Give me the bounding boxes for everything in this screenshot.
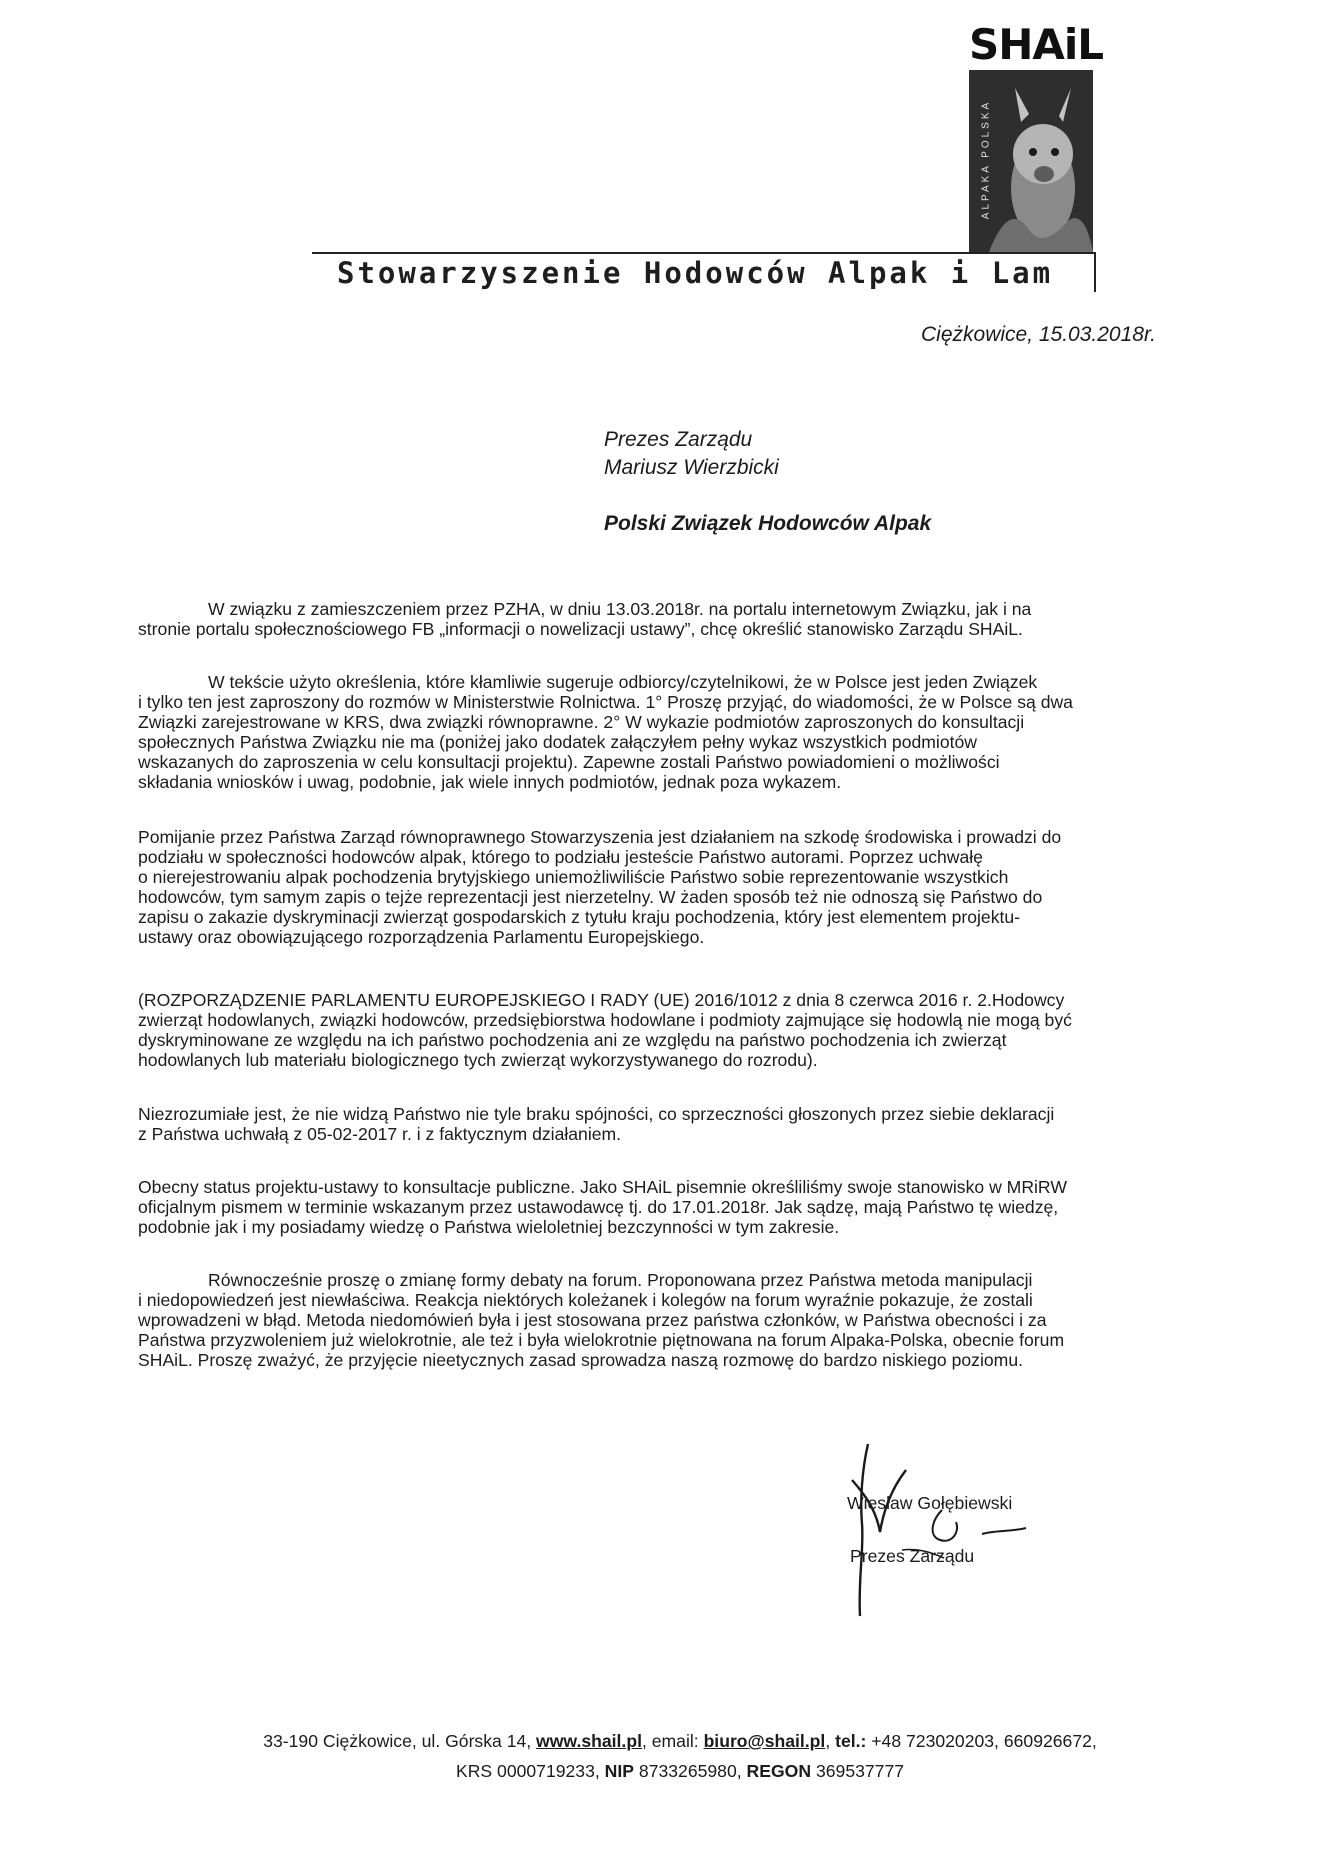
text-line: wprowadzeni w błąd. Metoda niedomówień była i jest stosowana przez państwa członków, w Państwa obecności i za — [138, 1310, 1047, 1330]
text-line: i tylko ten jest zaproszony do rozmów w Ministerstwie Rolnictwa. 1° Proszę przyjąć, do wiadomości, że w Polsce są dwa — [138, 692, 1073, 712]
regon-number: 369537777 — [815, 1761, 905, 1781]
text-line: podziału w społeczności hodowców alpak, którego to podziału jesteście Państwo autorami. Poprzez uchwałę — [138, 847, 983, 867]
text-line: podobnie jak i my posiadamy wiedzę o Państwa wieloletniej bezczynności w tym zakresie. — [138, 1217, 840, 1237]
signer-title: Prezes Zarządu — [850, 1546, 975, 1566]
tel-label: tel.: — [835, 1731, 867, 1751]
text-line: zapisu o zakazie dyskryminacji zwierząt gospodarskich z tytułu kraju pochodzenia, który jest elementem projektu- — [138, 907, 1021, 927]
krs-label: KRS — [455, 1761, 493, 1781]
paragraph-3 — [138, 827, 1178, 947]
email-label: email: — [651, 1731, 699, 1751]
text-line: Obecny status projektu-ustawy to konsultacje publiczne. Jako SHAiL pisemnie określiliśmy swoje stanowisko w MRiRW — [138, 1177, 1067, 1197]
text-line: Niezrozumiałe jest, że nie widzą Państwo nie tyle braku spójności, co sprzeczności głoszonych przez siebie deklaracji — [138, 1104, 1055, 1124]
recipient-title: Prezes Zarządu — [604, 428, 753, 451]
alpaca-head-icon — [969, 70, 1093, 252]
text-line: hodowców, tym samym zapis o tejże reprezentacji jest nierzetelny. W żaden sposób też nie odnoszą się Państwo do — [138, 887, 1043, 907]
footer-registry-line — [200, 1761, 1160, 1782]
paragraph-1 — [138, 599, 1178, 639]
paragraph-6 — [138, 1177, 1178, 1237]
text-line: o nierejestrowaniu alpak pochodzenia brytyjskiego uniemożliwiliście Państwo sobie reprezentowanie wszystkich — [138, 867, 1009, 887]
footer-contact-line: 33-190 Ciężkowice, ul. Górska 14, www.shail.pl, email: biuro@shail.pl, tel.: +48 723020203, 660926672, — [263, 1731, 1097, 1751]
logo-brand: SHAiL — [969, 20, 1104, 69]
shail-logo — [965, 20, 1104, 252]
text-line: Państwa przyzwoleniem już wielokrotnie, ale też i była wielokrotnie piętnowana na forum Alpaka-Polska, obecnie forum — [138, 1330, 1065, 1350]
text-line: W tekście użyto określenia, które kłamliwie sugeruje odbiorcy/czytelnikowi, że w Polsce jest jeden Związek — [208, 672, 1038, 692]
text-line: (ROZPORZĄDZENIE PARLAMENTU EUROPEJSKIEGO I RADY (UE) 2016/1012 z dnia 8 czerwca 2016 r. 2.Hodowcy — [138, 990, 1065, 1010]
krs-number: 0000719233, — [497, 1761, 600, 1781]
text-line: Związki zarejestrowane w KRS, dwa związki równoprawne. 2° W wykazie podmiotów zaproszonych do konsultacji — [138, 712, 1025, 732]
text-line: dyskryminowane ze względu na ich państwo pochodzenia ani ze względu na państwo pochodzenia ich zwierząt — [138, 1030, 1007, 1050]
text-line: i niedopowiedzeń jest niewłaściwa. Reakcja niektórych koleżanek i kolegów na forum wyraźnie pokazuje, że zostali — [138, 1290, 1033, 1310]
paragraph-7 — [138, 1270, 1178, 1370]
text-line: składania wniosków i uwag, podobnie, jak wiele innych podmiotów, jednak poza wykazem. — [138, 772, 842, 792]
text-line: SHAiL. Proszę zważyć, że przyjęcie nieetycznych zasad sprowadza naszą rozmowę do bardzo niskiego poziomu. — [138, 1350, 1023, 1370]
text-line: Równocześnie proszę o zmianę formy debaty na forum. Proponowana przez Państwa metoda manipulacji — [208, 1270, 1033, 1290]
text-line: ustawy oraz obowiązującego rozporządzenia Parlamentu Europejskiego. — [138, 927, 705, 947]
nip-number: 8733265980, — [638, 1761, 742, 1781]
text-line: zwierząt hodowlanych, związki hodowców, przedsiębiorstwa hodowlane i podmioty zajmujące się hodowlą nie mogą być — [138, 1010, 1072, 1030]
recipient-organization: Polski Związek Hodowców Alpak — [604, 512, 932, 535]
signer-name: Wiesław Gołębiewski — [847, 1493, 1013, 1513]
recipient-name: Mariusz Wierzbicki — [604, 456, 779, 479]
text-line: W związku z zamieszczeniem przez PZHA, w dniu 13.03.2018r. na portalu internetowym Związku, jak i na — [208, 599, 1032, 619]
header-rule-vertical — [1094, 252, 1096, 292]
text-line: społecznych Państwa Związku nie ma (poniżej jako dodatek załączyłem pełny wykaz wszystkich podmiotów — [138, 732, 978, 752]
handwritten-signature — [832, 1440, 1052, 1620]
text-line: hodowlanych lub materiału biologicznego tych zwierząt wykorzystywanego do rozrodu). — [138, 1050, 818, 1070]
text-line: stronie portalu społecznościowego FB „informacji o nowelizacji ustawy”, chcę określić stanowisko Zarządu SHAiL. — [138, 619, 1023, 639]
paragraph-5 — [138, 1104, 1178, 1144]
email-link[interactable]: biuro@shail.pl — [703, 1731, 826, 1751]
text-line: Pomijanie przez Państwa Zarząd równoprawnego Stowarzyszenia jest działaniem na szkodę środowiska i prowadzi do — [138, 827, 1062, 847]
paragraph-4 — [138, 990, 1178, 1070]
paragraph-2 — [138, 672, 1178, 792]
header-rule — [312, 252, 1096, 254]
text-line: wskazanych do zaproszenia w celu konsultacji projektu). Zapewne zostali Państwo powiadomieni o możliwości — [138, 752, 1000, 772]
text-line: z Państwa uchwałą z 05-02-2017 r. i z faktycznym działaniem. — [138, 1124, 622, 1144]
website-link[interactable]: www.shail.pl — [536, 1731, 642, 1751]
logo-vertical-text: ALPAKA POLSKA — [980, 99, 992, 220]
phone-numbers: +48 723020203, 660926672, — [871, 1731, 1097, 1751]
regon-label: REGON — [746, 1761, 812, 1781]
place-date: Ciężkowice, 15.03.2018r. — [921, 323, 1157, 346]
nip-label: NIP — [604, 1761, 635, 1781]
footer-address: 33-190 Ciężkowice, ul. Górska 14, — [263, 1731, 532, 1751]
text-line: oficjalnym pismem w terminie wskazanym przez ustawodawcę tj. do 17.01.2018r. Jak sądzę, mają Państwo tę wiedzę, — [138, 1197, 1059, 1217]
organization-name: Stowarzyszenie Hodowców Alpak i Lam — [337, 256, 1054, 290]
